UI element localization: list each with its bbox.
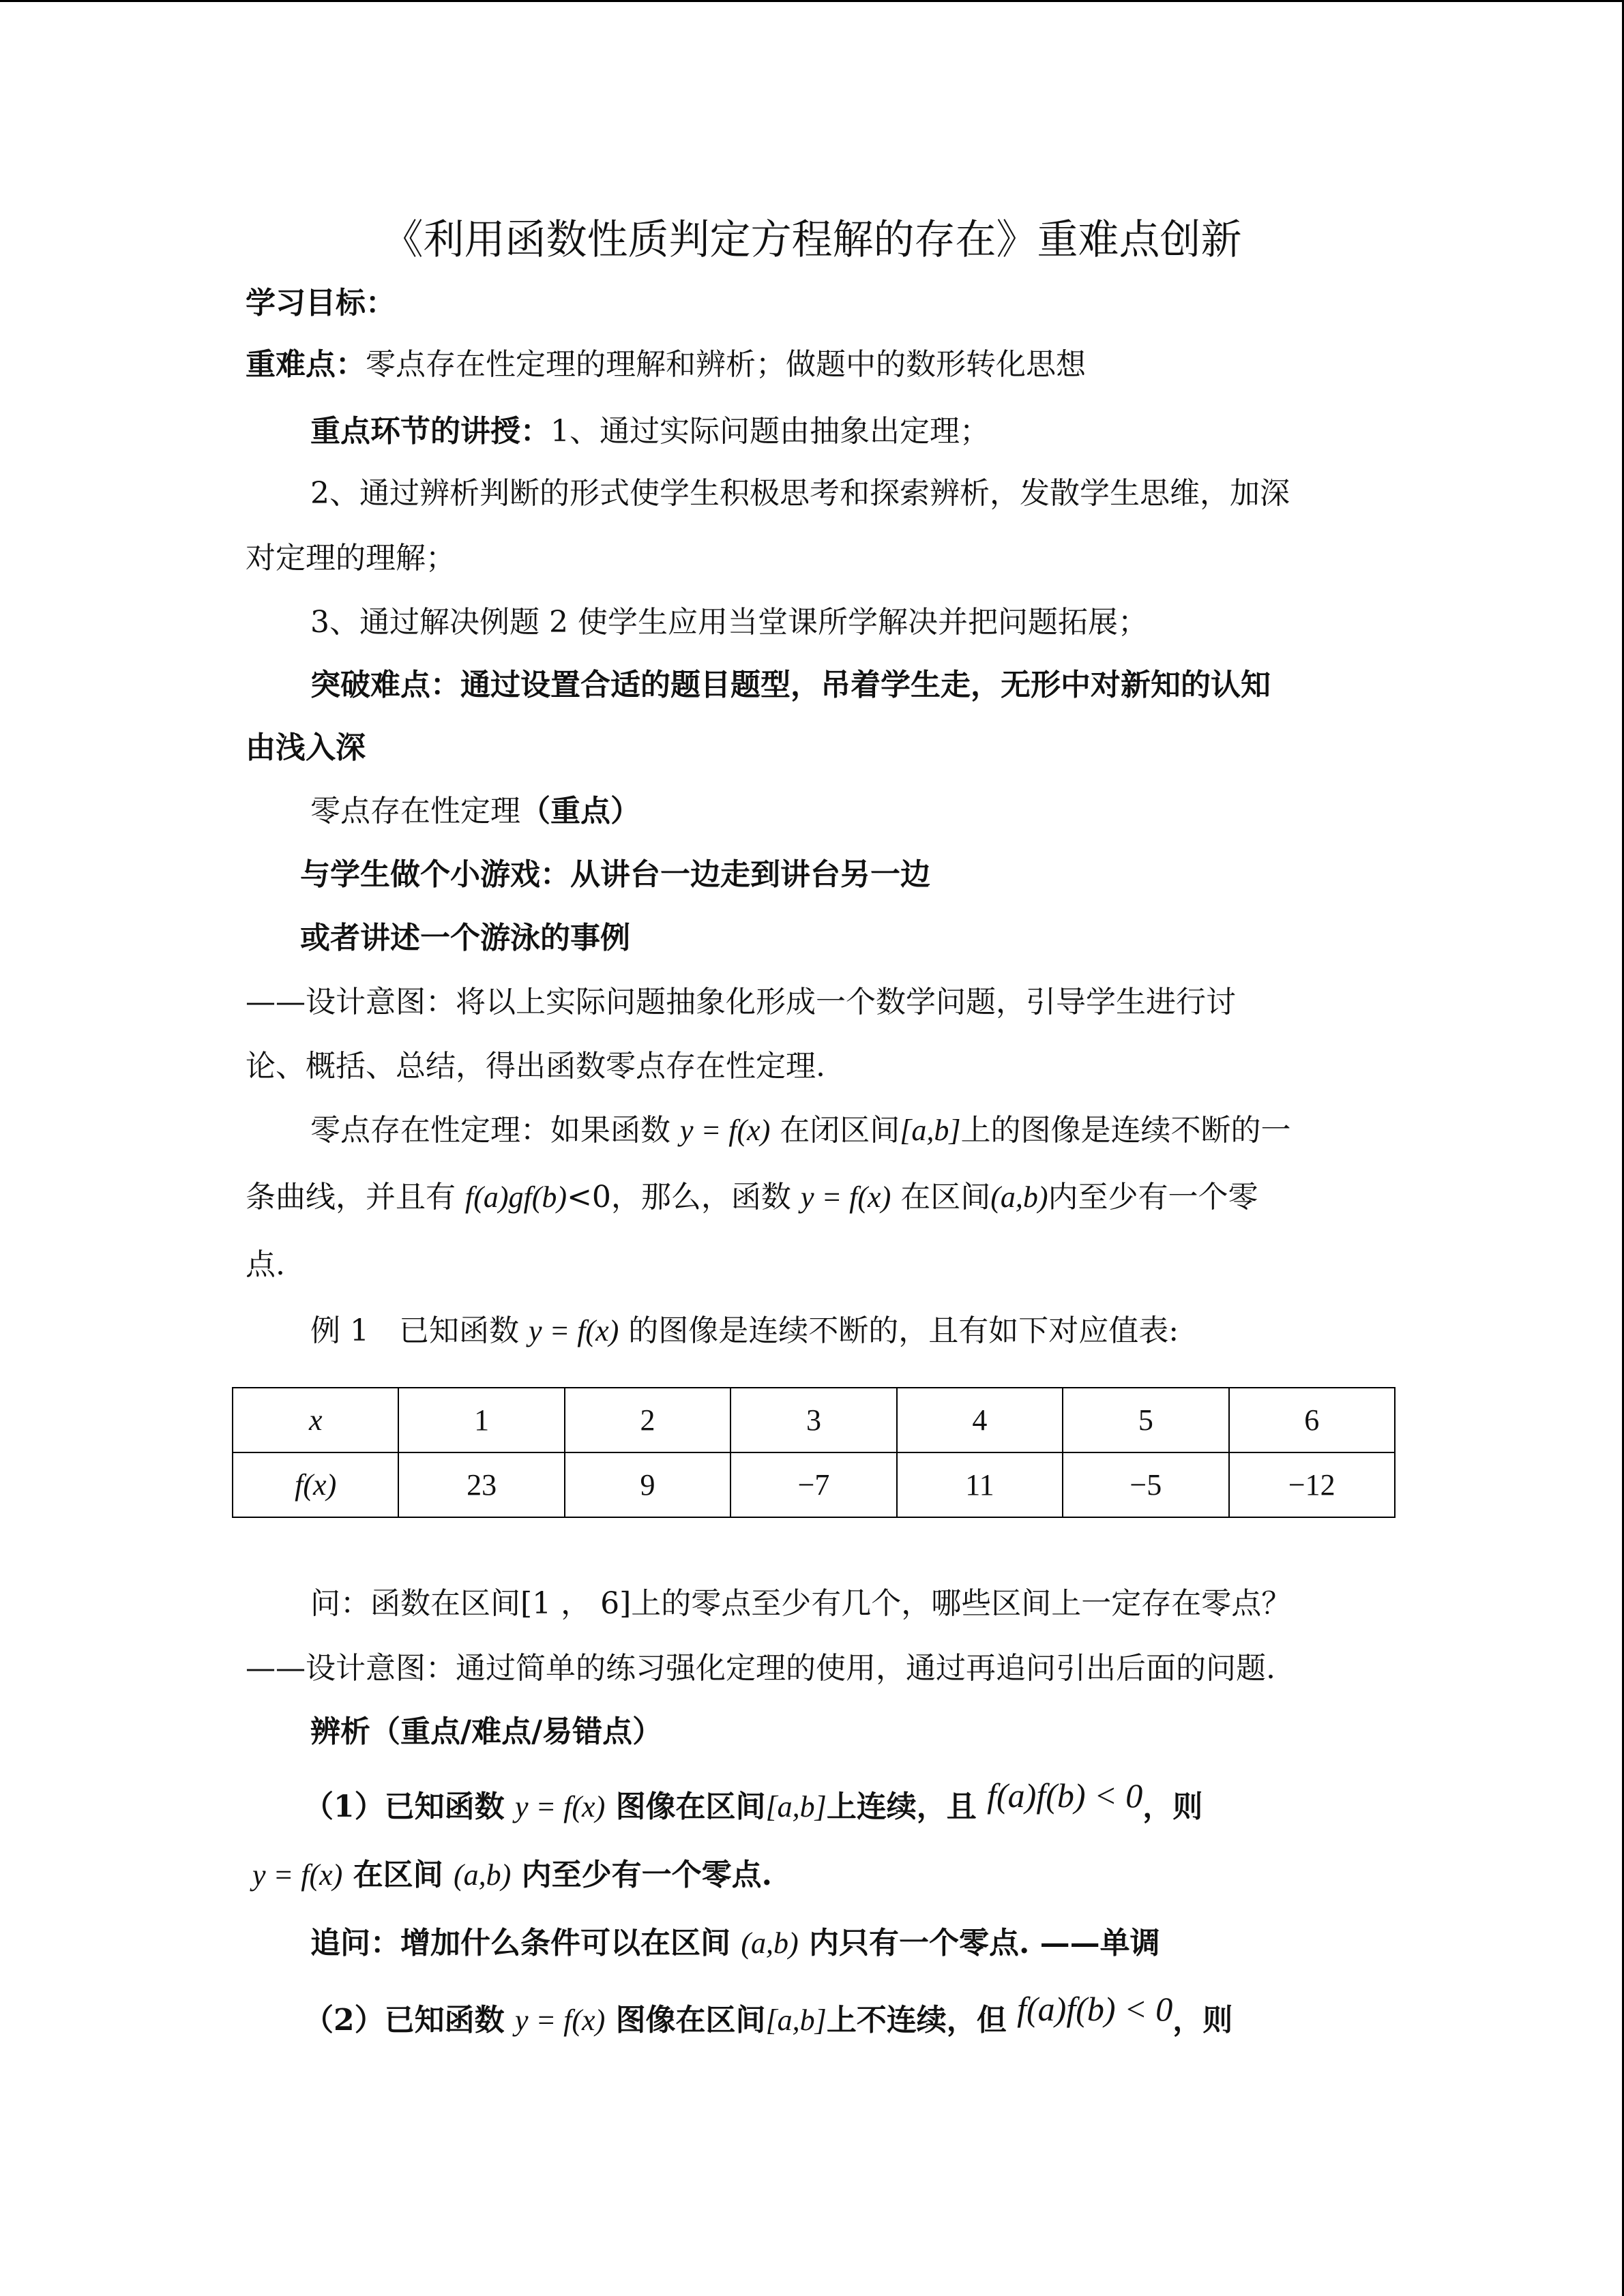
breakthrough-line1: 突破难点：通过设置合适的题目题型，吊着学生走，无形中对新知的认知	[310, 668, 1271, 702]
breakthrough-line2: 由浅入深	[246, 730, 366, 765]
analysis-heading: 辨析（重点/难点/易错点）	[310, 1714, 663, 1749]
table-cell: −12	[1229, 1452, 1395, 1517]
design1-line1: ——设计意图：将以上实际问题抽象化形成一个数学问题，引导学生进行讨	[246, 985, 1236, 1019]
example1-line	[310, 1311, 1179, 1352]
p1-formula-2: y = f(x)	[252, 1858, 343, 1892]
theorem-text-7: 内至少有一个零	[1048, 1180, 1258, 1214]
p2-text-3: 上不连续，但	[826, 2003, 1007, 2038]
theorem-interval-1: [a,b]	[900, 1114, 961, 1147]
page-title: 《利用函数性质判定方程解的存在》重难点创新	[382, 216, 1242, 264]
p2-text-4: ，则	[1172, 2003, 1233, 2038]
item2-line2: 对定理的理解；	[246, 541, 456, 576]
example1-text-1: 例 1 已知函数	[310, 1313, 519, 1348]
theorem-line1	[310, 1110, 1291, 1151]
p1-text-2: 图像在区间	[615, 1789, 766, 1824]
table-cell: 1	[398, 1388, 564, 1452]
theorem-heading	[310, 791, 640, 832]
p2-text-2: 图像在区间	[615, 2003, 766, 2038]
table-cell: 6	[1229, 1388, 1395, 1452]
p2-line1	[304, 1990, 1233, 2041]
table-cell: 9	[565, 1452, 730, 1517]
p1-text-6: 内至少有一个零点.	[521, 1858, 772, 1892]
table-cell: 11	[897, 1452, 1063, 1517]
table-fx-label: f(x)	[233, 1452, 398, 1517]
goals-label: 学习目标：	[246, 286, 396, 320]
focus-text: 1、通过实际问题由抽象出定理；	[550, 414, 990, 449]
p1-formula-1: y = f(x)	[514, 1790, 606, 1823]
theorem-heading-mark: （重点）	[520, 794, 640, 829]
followup-text-1: 追问：增加什么条件可以在区间	[310, 1926, 730, 1960]
p1-text-1: （1）已知函数	[304, 1789, 505, 1824]
theorem-text-1: 零点存在性定理：如果函数	[310, 1113, 670, 1148]
values-table	[232, 1387, 1396, 1518]
p1-text-3: 上连续，且	[826, 1789, 977, 1824]
followup-interval: (a,b)	[741, 1926, 799, 1960]
table-row-fx	[233, 1452, 1395, 1517]
question-line: 问：函数在区间[1 ， 6]上的零点至少有几个，哪些区间上一定存在零点？	[310, 1586, 1292, 1621]
item2-line1: 2、通过辨析判断的形式使学生积极思考和探索辨析，发散学生思维，加深	[310, 476, 1290, 511]
table-cell: 3	[730, 1388, 896, 1452]
p2-text-1: （2）已知函数	[304, 2003, 505, 2038]
p1-line1	[304, 1776, 1203, 1828]
difficulty-line	[246, 344, 1086, 385]
followup-text-2: 内只有一个零点. ——单调	[808, 1926, 1160, 1960]
table-cell: −5	[1063, 1452, 1228, 1517]
design1-line2: 论、概括、总结，得出函数零点存在性定理.	[246, 1049, 825, 1084]
p1-line2	[252, 1855, 772, 1896]
p1-condition: f(a)f(b) < 0	[987, 1776, 1143, 1815]
p1-text-5: 在区间	[353, 1858, 443, 1892]
theorem-text-6: 在区间	[900, 1180, 991, 1214]
table-cell: 5	[1063, 1388, 1228, 1452]
difficulty-label: 重难点：	[246, 347, 366, 382]
table-row-x	[233, 1388, 1395, 1452]
p1-text-4: ，则	[1142, 1789, 1203, 1824]
focus-label: 重点环节的讲授：	[310, 414, 550, 449]
table-cell: 4	[897, 1388, 1063, 1452]
theorem-formula-1: y = f(x)	[680, 1114, 771, 1147]
example1-text-2: 的图像是连续不断的，且有如下对应值表:	[628, 1313, 1179, 1348]
theorem-heading-text: 零点存在性定理	[310, 794, 520, 829]
page-border-top	[0, 0, 1624, 2]
p2-interval-1: [a,b]	[765, 2003, 827, 2037]
theorem-interval-2: (a,b)	[990, 1180, 1048, 1214]
theorem-text-5: <0，那么，函数	[567, 1180, 791, 1214]
example1-formula: y = f(x)	[528, 1314, 619, 1347]
table-cell: −7	[730, 1452, 896, 1517]
table-cell: 2	[565, 1388, 730, 1452]
theorem-text-3: 上的图像是连续不断的一	[960, 1113, 1291, 1148]
followup-line	[310, 1923, 1160, 1964]
difficulty-text: 零点存在性定理的理解和辨析；做题中的数形转化思想	[366, 347, 1086, 382]
item3: 3、通过解决例题 2 使学生应用当堂课所学解决并把问题拓展；	[310, 605, 1148, 640]
p2-formula-1: y = f(x)	[514, 2003, 606, 2037]
p2-condition: f(a)f(b) < 0	[1017, 1990, 1173, 2028]
theorem-text-2: 在闭区间	[780, 1113, 900, 1148]
swim-line: 或者讲述一个游泳的事例	[300, 921, 630, 955]
table-cell: 23	[398, 1452, 564, 1517]
theorem-line2	[246, 1177, 1258, 1218]
game-line: 与学生做个小游戏：从讲台一边走到讲台另一边	[300, 857, 930, 892]
theorem-formula-2: f(a)gf(b)	[465, 1180, 567, 1214]
theorem-line3: 点.	[246, 1247, 285, 1282]
table-x-label: x	[233, 1388, 398, 1452]
theorem-formula-3: y = f(x)	[800, 1180, 891, 1214]
p1-interval-2: (a,b)	[453, 1858, 512, 1892]
design2-line: ——设计意图：通过简单的练习强化定理的使用，通过再追问引出后面的问题.	[246, 1651, 1275, 1686]
p1-interval-1: [a,b]	[765, 1790, 827, 1823]
theorem-text-4: 条曲线，并且有	[246, 1180, 456, 1214]
focus-line	[310, 411, 990, 452]
